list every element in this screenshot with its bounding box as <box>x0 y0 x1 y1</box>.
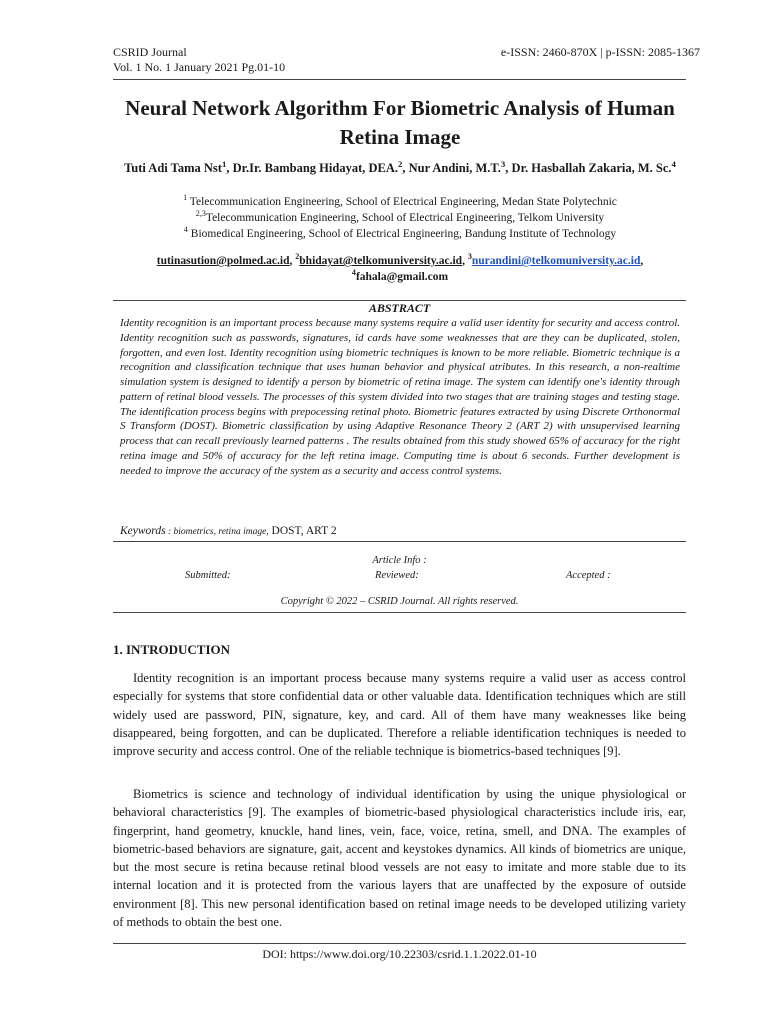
author-1: Tuti Adi Tama Nst <box>124 161 222 175</box>
journal-name: CSRID Journal <box>113 45 187 59</box>
keywords-italic: biometrics, retina image, <box>173 527 269 537</box>
email-link-3[interactable]: nurandini@telkomuniversity.ac.id <box>471 255 641 267</box>
running-header-left <box>113 45 285 75</box>
affiliation-2: $^{2,3}$Telecommunication Engineering, School of Electrical Engineering, Telkom University <box>195 209 605 224</box>
abstract-body: Identity recognition is an important process because many systems require a valid user identity for security and access control. Identity recognition such as passwords, signatures, id cards have some weaknesses that are they can be duplicated, stolen, forgotten, and even lost. Identity recognition using biometric techniques is known to be more reliable. Biometric technique is a recognition and classification technique that uses human behavior and physical atributes. In this research, a non-realtime simulation system is designed to identify a person by biometric of retina image. The system can identify one's identity through pattern of retinal blood vessels. The processes of this system divided into two stages that are training stages and testing stage. The identification process begins with prepocessing retinal photo. Biometric features extracted by using Discrete Orthonormal S Transform (DOST). Biometric classification by using Adaptive Resonance Theory 2 (ART 2) with unsupervised learning process that can recall previously learned patterns . The results obtained from this study showed 65% of accuracy for the right retina image and 50% of accuracy for the left retina image. Computing time is about 6 seconds. Further development is needed to improve the accuracy of the system as a security and access control systems. <box>120 317 680 477</box>
abstract-heading: ABSTRACT <box>368 301 431 315</box>
keywords-label: Keywords <box>120 525 166 537</box>
submitted-label: Submitted: <box>185 570 231 581</box>
journal-issn: e-ISSN: 2460-870X | p-ISSN: 2085-1367 <box>500 45 700 59</box>
keywords-plain: DOST, ART 2 <box>268 525 337 537</box>
section-heading: 1. INTRODUCTION <box>113 642 231 657</box>
author-emails: tutinasution@polmed.ac.id, $^2$bhidayat@telkomuniversity.ac.id, $^3$nurandini@telkomuniversity.ac.id, $^4$fahala@gmail.com <box>156 252 644 283</box>
intro-paragraph-2: Biometrics is science and technology of individual identification by using the unique physiological or behavioral characteristics [9]. The examples of biometric-based physiological characteristics include iris, ear, fingerprint, hand geometry, knuckle, hand lines, vein, face, voice, retina, smell, and DNA. The examples of biometric-based behaviors are signature, gait, accent and keystokes dynamics. All kinds of biometrics are unique, but the most secure is retina because retinal blood vessels are not easy to imitate and more stable due to its internal location and it is protected from the various layers that are unaffected by the exposure of outside environment [8]. This new personal identification based on retinal image needs to be developed utilizing variety of methods to obtain the best one. <box>113 787 686 929</box>
article-info-title: Article Info : <box>372 555 427 566</box>
doi-footer: DOI: https://www.doi.org/10.22303/csrid.1.1.2022.01-10 <box>262 947 537 961</box>
author-3: , Nur Andini, M.T. <box>402 161 501 175</box>
copyright-notice: Copyright © 2022 – CSRID Journal. All rights reserved. <box>280 596 519 607</box>
affiliation-1: $^1$ Telecommunication Engineering, School of Electrical Engineering, Medan State Polytechnic <box>183 193 617 208</box>
paper-title: Neural Network Algorithm For Biometric Analysis of Human Retina Image <box>125 96 675 149</box>
affiliation-3: $^4$ Biomedical Engineering, School of Electrical Engineering, Bandung Institute of Technology <box>183 225 617 240</box>
affiliation-list <box>110 194 690 242</box>
accepted-label: Accepted : <box>566 570 611 581</box>
email-link-1[interactable]: tutinasution@polmed.ac.id <box>156 255 290 267</box>
info-bottom-rule <box>113 612 686 613</box>
email-link-2[interactable]: bhidayat@telkomuniversity.ac.id <box>299 255 463 267</box>
author-2: , Dr.Ir. Bambang Hidayat, DEA. <box>226 161 399 175</box>
reviewed-label: Reviewed: <box>375 570 419 581</box>
keywords-rule <box>113 541 686 542</box>
author-list: Tuti Adi Tama Nst$^1$, Dr.Ir. Bambang Hidayat, DEA.$^2$, Nur Andini, M.T.$^3$, Dr. Hasballah Zakaria, M. Sc.$^4$ <box>124 158 676 175</box>
email-4[interactable]: fahala@gmail.com <box>355 271 449 283</box>
journal-volume: Vol. 1 No. 1 January 2021 Pg.01-10 <box>113 60 286 74</box>
intro-paragraph-1: Identity recognition is an important process because many systems require a valid user as access control especially for systems that store confidential data or other valuable data. Identification techniques which are still widely used are password, PIN, signature, key, and card. All of them have many weaknesses like being disappeared, being forgotten, and can be duplicated. Therefore a reliable identification techniques is needed to improve security and access control. One of the reliable technique is biometrics-based techniques [9]. <box>113 671 686 758</box>
footer-divider <box>113 943 686 944</box>
keywords-line: Keywords : biometrics, retina image, DOST, ART 2 <box>120 525 337 537</box>
header-divider <box>113 79 686 80</box>
author-4: , Dr. Hasballah Zakaria, M. Sc. <box>505 161 672 175</box>
